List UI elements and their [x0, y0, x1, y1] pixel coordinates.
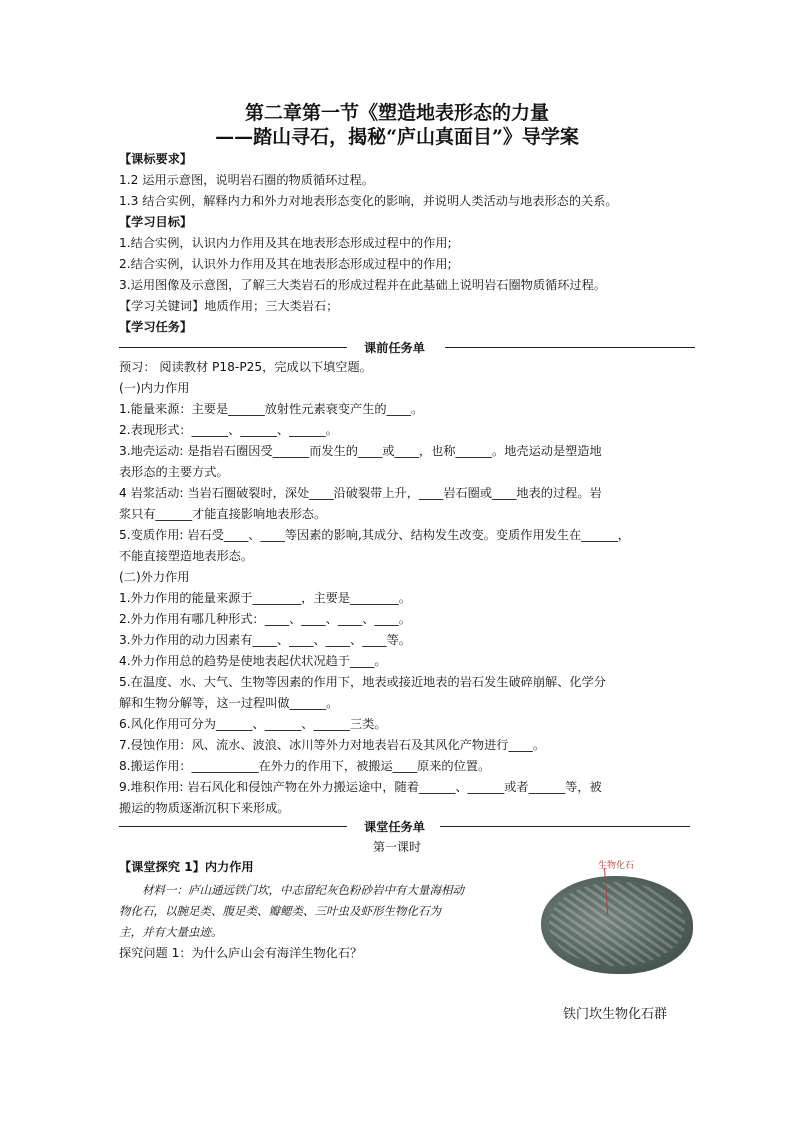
fill-item: 3.地壳运动: 是指岩石圈因受______而发生的____或____，也称______。地壳运动是塑造地 [119, 444, 602, 458]
doc-title-line2: ——踏山寻石，揭秘“庐山真面目”》导学案 [215, 126, 579, 148]
section-heading-tasks: 【学习任务】 [119, 320, 193, 334]
fossil-caption: 铁门坎生物化石群 [563, 1007, 668, 1022]
keywords-line: 【学习关键词】地质作用；三大类岩石； [119, 299, 339, 313]
fill-item: 2.外力作用有哪几种形式：____、____、____、____。 [119, 612, 411, 626]
explore-heading: 【课堂探究 1】内力作用 [119, 860, 254, 874]
material-line-3: 主，并有大量虫迹。 [119, 925, 223, 939]
fill-item: 4 岩浆活动: 当岩石圈破裂时，深处____沿破裂带上升，____岩石圈或____地表的过程。岩 [119, 486, 602, 500]
section-heading-goals: 【学习目标】 [119, 215, 193, 229]
standard-item-1: 1.2 运用示意图，说明岩石圈的物质循环过程。 [119, 173, 374, 187]
fill-item: 5.在温度、水、大气、生物等因素的作用下，地表或接近地表的岩石发生破碎崩解、化学分 [119, 675, 606, 689]
fill-item: 3.外力作用的动力因素有____、____、____、____等。 [119, 633, 411, 647]
explore-question: 探究问题 1：为什么庐山会有海洋生物化石？ [119, 946, 363, 960]
divider-left [119, 826, 347, 827]
doc-title-line1: 第二章第一节《塑造地表形态的力量 [244, 102, 549, 124]
fill-item: 5.变质作用: 岩石受____、____等因素的影响,其成分、结构发生改变。变质作用发生在______， [119, 528, 630, 542]
fill-item: 8.搬运作用：___________在外力的作用下，被搬运____原来的位置。 [119, 759, 491, 773]
fill-item-cont: 浆只有______才能直接影响地表形态。 [119, 507, 327, 521]
fill-item: 6.风化作用可分为______、______、______三类。 [119, 717, 387, 731]
material-line-2: 物化石，以腕足类、腹足类、瓣鳃类、三叶虫及虾形生物化石为 [119, 904, 441, 918]
divider-left [119, 347, 347, 348]
fill-item: 1.外力作用的能量来源于________，主要是________。 [119, 591, 411, 605]
preclass-task-heading: 课前任务单 [364, 341, 425, 355]
fill-item: 7.侵蚀作用：风、流水、波浪、冰川等外力对地表岩石及其风化产物进行____。 [119, 738, 546, 752]
fill-item-cont: 解和生物分解等，这一过程叫做______。 [119, 696, 339, 710]
fill-item-cont: 表形态的主要方式。 [119, 465, 229, 479]
preview-instruction: 预习： 阅读教材 P18-P25，完成以下填空题。 [119, 360, 372, 374]
section-heading-standards: 【课标要求】 [119, 152, 193, 166]
fill-item: 9.堆积作用: 岩石风化和侵蚀产物在外力搬运途中，随着______、______或者______等，被 [119, 780, 602, 794]
subheading-external-force: (二)外力作用 [119, 570, 190, 584]
fill-item: 2.表现形式：______、______、______。 [119, 423, 338, 437]
subheading-internal-force: (一)内力作用 [119, 381, 190, 395]
divider-right [445, 347, 695, 348]
fill-item: 1.能量来源：主要是______放射性元素衰变产生的____。 [119, 402, 424, 416]
fossil-photo [541, 876, 693, 974]
fill-item-cont: 不能直接塑造地表形态。 [119, 549, 254, 563]
divider-right [440, 826, 690, 827]
fill-item: 4.外力作用总的趋势是使地表起伏状况趋于____。 [119, 654, 387, 668]
lesson-label: 第一课时 [372, 840, 421, 854]
fossil-label: 生物化石 [598, 861, 635, 871]
material-line-1: 材料一：庐山通远铁门坎，中志留纪灰色粉砂岩中有大量海相动 [142, 883, 464, 897]
inclass-task-heading: 课堂任务单 [364, 820, 425, 834]
standard-item-2: 1.3 结合实例，解释内力和外力对地表形态变化的影响，并说明人类活动与地表形态的关系。 [119, 194, 618, 208]
goal-item-3: 3.运用图像及示意图，了解三大类岩石的形成过程并在此基础上说明岩石圈物质循环过程。 [119, 278, 606, 292]
goal-item-1: 1.结合实例，认识内力作用及其在地表形态形成过程中的作用; [119, 236, 452, 250]
goal-item-2: 2.结合实例，认识外力作用及其在地表形态形成过程中的作用; [119, 257, 452, 271]
fill-item-cont: 搬运的物质逐渐沉积下来形成。 [119, 801, 290, 815]
